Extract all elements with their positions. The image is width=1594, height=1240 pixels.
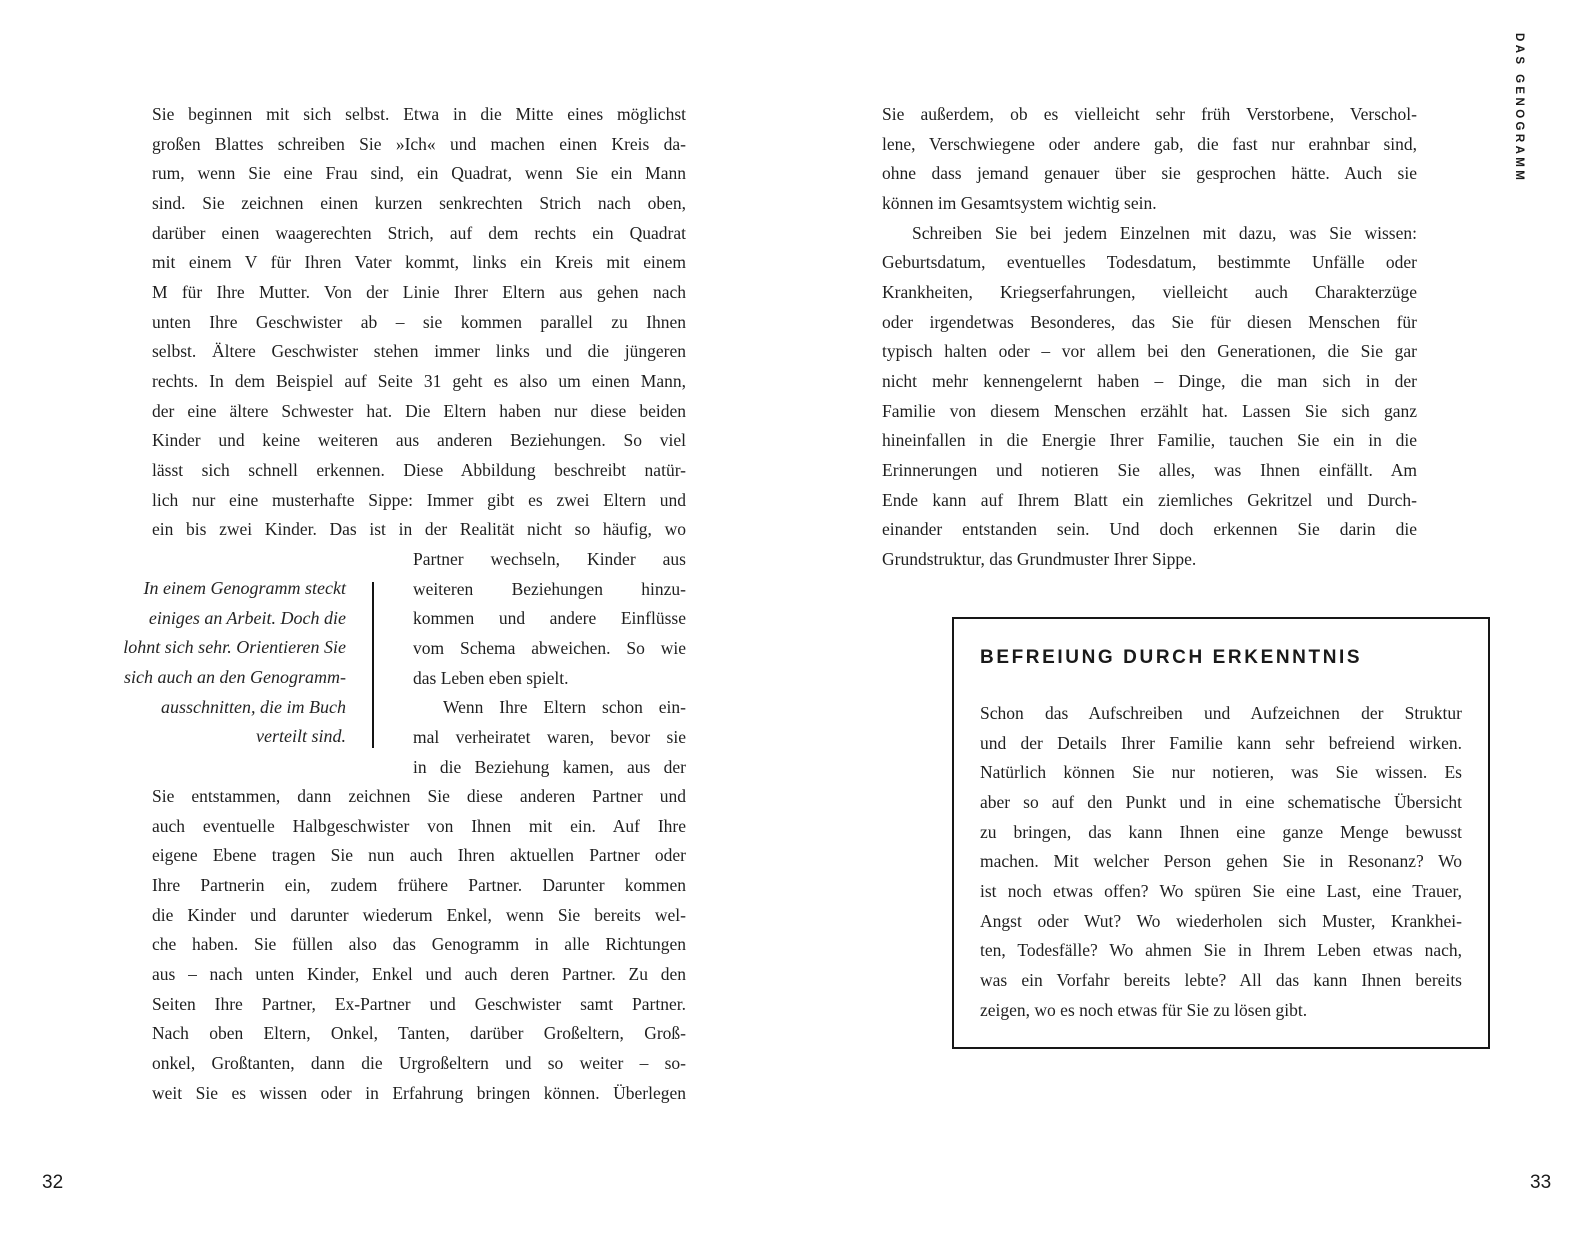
text-line: Ihre Partnerin ein, zudem frühere Partner. Darunter kommen bbox=[152, 874, 686, 895]
running-header: DAS GENOGRAMM bbox=[1513, 33, 1525, 184]
text-line: In einem Genogramm steckt bbox=[143, 578, 346, 598]
left-page-paragraph-top bbox=[152, 100, 686, 545]
text-line: unten Ihre Geschwister ab – sie kommen parallel zu Ihnen bbox=[152, 311, 686, 332]
text-line: weiteren Beziehungen hinzu- bbox=[413, 578, 686, 599]
text-line: Angst oder Wut? Wo wiederholen sich Muster, Krankhei- bbox=[980, 910, 1462, 931]
text-line: mit einem V für Ihren Vater kommt, links ein Kreis mit einem bbox=[152, 252, 686, 273]
left-page-paragraph-bottom bbox=[152, 782, 686, 1108]
text-line: ausschnitten, die im Buch bbox=[161, 696, 346, 717]
text-line: ist noch etwas offen? Wo spüren Sie eine Last, eine Trauer, bbox=[980, 880, 1462, 901]
text-line: ten, Todesfälle? Wo ahmen Sie in Ihrem Leben etwas nach, bbox=[980, 940, 1462, 961]
text-line: einiges an Arbeit. Doch die bbox=[148, 607, 346, 628]
text-line: das Leben eben spielt. bbox=[413, 667, 569, 688]
pullquote-divider bbox=[372, 582, 374, 748]
text-line: zeigen, wo es noch etwas für Sie zu lösen gibt. bbox=[980, 999, 1308, 1020]
text-line: ohne dass jemand genauer über sie gesprochen hätte. Auch sie bbox=[882, 163, 1417, 184]
text-line: lene, Verschwiegene oder andere gab, die fast nur erahnbar sind, bbox=[882, 133, 1417, 154]
info-box-body bbox=[980, 699, 1462, 1025]
text-line: Sie entstammen, dann zeichnen Sie diese anderen Partner und bbox=[152, 786, 686, 806]
text-line: können im Gesamtsystem wichtig sein. bbox=[882, 192, 1157, 213]
text-line: Seiten Ihre Partner, Ex-Partner und Geschwister samt Partner. bbox=[152, 993, 686, 1014]
text-line: Erinnerungen und notieren Sie alles, was Ihnen einfällt. Am bbox=[882, 459, 1417, 480]
text-line: zu bringen, das kann Ihnen eine ganze Menge bewusst bbox=[980, 821, 1462, 842]
text-line: verteilt sind. bbox=[256, 726, 346, 747]
info-box bbox=[952, 617, 1490, 1049]
text-line: Schon das Aufschreiben und Aufzeichnen der Struktur bbox=[980, 703, 1462, 723]
text-line: Geburtsdatum, eventuelles Todesdatum, bestimmte Unfälle oder bbox=[882, 252, 1417, 273]
text-line: che haben. Sie füllen also das Genogramm in alle Richtungen bbox=[152, 934, 686, 955]
text-line: Krankheiten, Kriegserfahrungen, vielleicht auch Charakterzüge bbox=[882, 281, 1417, 302]
text-line: typisch halten oder – vor allem bei den Generationen, die Sie gar bbox=[882, 341, 1417, 362]
text-line: die Kinder und darunter wiederum Enkel, wenn Sie bereits wel- bbox=[152, 904, 686, 925]
text-line: lich nur eine musterhafte Sippe: Immer gibt es zwei Eltern und bbox=[152, 489, 686, 510]
text-line: Natürlich können Sie nur notieren, was Sie wissen. Es bbox=[980, 762, 1462, 783]
info-box-title: BEFREIUNG DURCH ERKENNTNIS bbox=[980, 647, 1363, 668]
text-line: aus – nach unten Kinder, Enkel und auch deren Partner. Zu den bbox=[152, 963, 686, 984]
text-line: weit Sie es wissen oder in Erfahrung bringen können. Überlegen bbox=[152, 1082, 686, 1103]
text-line: sich auch an den Genogramm- bbox=[124, 666, 346, 687]
text-line: Wenn Ihre Eltern schon ein- bbox=[443, 697, 686, 718]
text-line: eigene Ebene tragen Sie nun auch Ihren aktuellen Partner oder bbox=[152, 845, 686, 866]
text-line: hineinfallen in die Energie Ihrer Familie, tauchen Sie ein in die bbox=[882, 430, 1417, 451]
left-page-narrow-column bbox=[413, 545, 686, 782]
text-line: oder irgendetwas Besonderes, das Sie für diesen Menschen für bbox=[882, 311, 1417, 332]
text-line: Nach oben Eltern, Onkel, Tanten, darüber Großeltern, Groß- bbox=[152, 1023, 686, 1044]
pull-quote bbox=[88, 574, 346, 752]
text-line: nicht mehr kennengelernt haben – Dinge, die man sich in der bbox=[882, 370, 1417, 391]
text-line: onkel, Großtanten, dann die Urgroßeltern und so weiter – so- bbox=[152, 1052, 686, 1073]
text-line: selbst. Ältere Geschwister stehen immer links und die jüngeren bbox=[152, 341, 686, 362]
text-line: Schreiben Sie bei jedem Einzelnen mit dazu, was Sie wissen: bbox=[912, 222, 1417, 243]
text-line: Sie außerdem, ob es vielleicht sehr früh Verstorbene, Verschol- bbox=[882, 104, 1417, 124]
text-line: auch eventuelle Halbgeschwister von Ihnen mit ein. Auf Ihre bbox=[152, 815, 686, 836]
text-line: lässt sich schnell erkennen. Diese Abbildung beschreibt natür- bbox=[152, 459, 686, 480]
text-line: rechts. In dem Beispiel auf Seite 31 geht es also um einen Mann, bbox=[152, 370, 686, 391]
text-line: aber so auf den Punkt und in eine schematische Übersicht bbox=[980, 791, 1462, 812]
text-line: darüber einen waagerechten Strich, auf dem rechts ein Quadrat bbox=[152, 222, 686, 243]
page-number-right: 33 bbox=[1530, 1172, 1552, 1193]
text-line: sind. Sie zeichnen einen kurzen senkrechten Strich nach oben, bbox=[152, 192, 686, 213]
text-line: M für Ihre Mutter. Von der Linie Ihrer Eltern aus gehen nach bbox=[152, 281, 686, 302]
text-line: ein bis zwei Kinder. Das ist in der Realität nicht so häufig, wo bbox=[152, 519, 686, 540]
page-number-left: 32 bbox=[42, 1172, 64, 1193]
text-line: Ende kann auf Ihrem Blatt ein ziemliches Gekritzel und Durch- bbox=[882, 489, 1417, 510]
text-line: lohnt sich sehr. Orientieren Sie bbox=[123, 637, 346, 658]
text-line: kommen und andere Einflüsse bbox=[413, 608, 686, 629]
text-line: machen. Mit welcher Person gehen Sie in Resonanz? Wo bbox=[980, 851, 1462, 872]
text-line: was ein Vorfahr bereits lebte? All das kann Ihnen bereits bbox=[980, 969, 1462, 990]
text-line: rum, wenn Sie eine Frau sind, ein Quadrat, wenn Sie ein Mann bbox=[152, 163, 686, 184]
text-line: Kinder und keine weiteren aus anderen Beziehungen. So viel bbox=[152, 430, 686, 451]
text-line: mal verheiratet waren, bevor sie bbox=[413, 726, 686, 747]
text-line: und der Details Ihrer Familie kann sehr befreiend wirken. bbox=[980, 732, 1462, 753]
text-line: vom Schema abweichen. So wie bbox=[413, 637, 686, 658]
right-page-paragraph-top bbox=[882, 100, 1417, 575]
text-line: Sie beginnen mit sich selbst. Etwa in die Mitte eines möglichst bbox=[152, 104, 686, 124]
text-line: in die Beziehung kamen, aus der bbox=[413, 756, 686, 777]
text-line: der eine ältere Schwester hat. Die Eltern haben nur diese beiden bbox=[152, 400, 686, 421]
text-line: einander entstanden sein. Und doch erkennen Sie darin die bbox=[882, 519, 1417, 540]
text-line: Partner wechseln, Kinder aus bbox=[413, 549, 686, 569]
text-line: Grundstruktur, das Grundmuster Ihrer Sippe. bbox=[882, 548, 1197, 569]
text-line: großen Blattes schreiben Sie »Ich« und machen einen Kreis da- bbox=[152, 133, 686, 154]
text-line: Familie von diesem Menschen erzählt hat. Lassen Sie sich ganz bbox=[882, 400, 1417, 421]
